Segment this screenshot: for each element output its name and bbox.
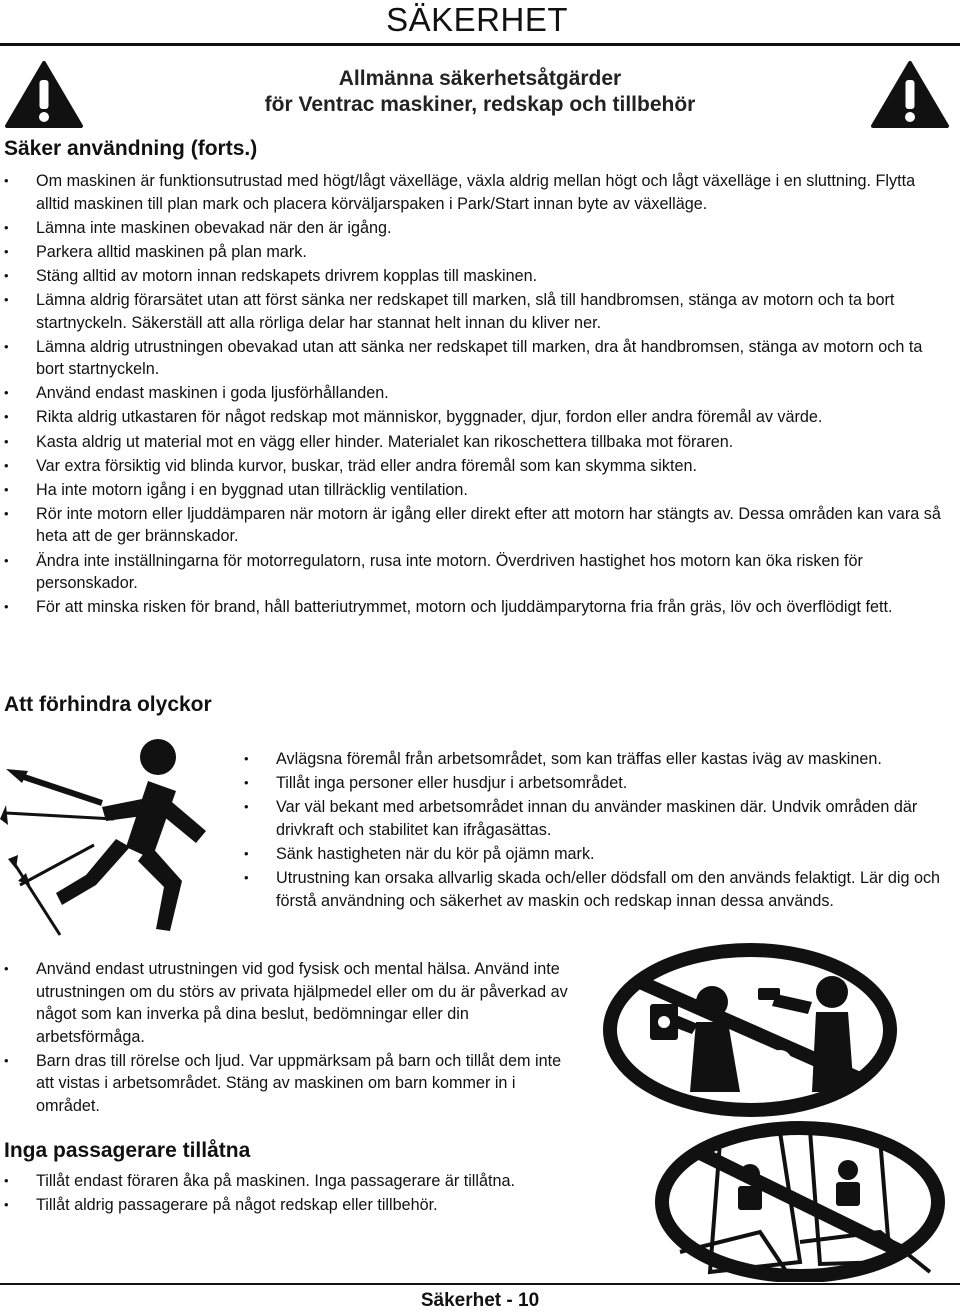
list-item: • Använd endast maskinen i goda ljusförhållanden.: [0, 382, 950, 405]
no-passengers-list: [0, 1170, 560, 1217]
list-item: • Stäng alltid av motorn innan redskapets drivrem kopplas till maskinen.: [0, 265, 950, 288]
list-item: • Kasta aldrig ut material mot en vägg eller hinder. Materialet kan rikoschettera tillbaka mot föraren.: [0, 431, 950, 454]
list-item: • Tillåt endast föraren åka på maskinen. Inga passagerare är tillåtna.: [0, 1170, 560, 1193]
no-impairment-pictogram: [600, 942, 900, 1117]
no-passengers-pictogram: [650, 1112, 950, 1282]
safe-use-list: [0, 170, 950, 619]
list-item: • Lämna inte maskinen obevakad när den är igång.: [0, 217, 950, 240]
warning-triangle-icon: [4, 60, 84, 130]
list-item: • Barn dras till rörelse och ljud. Var uppmärksam på barn och tillåt dem inte att vistas i arbetsområdet. Stäng av maskinen om barn kommer in i området.: [0, 1050, 580, 1118]
list-item: • För att minska risken för brand, håll batteriutrymmet, motorn och ljuddämparytorna fria från gräs, löv och överflödigt fett.: [0, 596, 950, 619]
footer-divider: [0, 1283, 960, 1285]
list-item: • Tillåt aldrig passagerare på något redskap eller tillbehör.: [0, 1194, 560, 1217]
list-item: • Om maskinen är funktionsutrustad med högt/lågt växelläge, växla aldrig mellan högt och lågt växelläge i en sluttning. Flytta alltid maskinen till plan mark och placera körväljarspaken i Park/Start innan byte av växelläge.: [0, 170, 950, 215]
list-item: • Lämna aldrig förarsätet utan att först sänka ner redskapet till marken, slå till handbromsen, stänga av motorn och ta bort startnyckeln. Säkerställ att alla rörliga delar har stannat helt innan du kliver ner.: [0, 289, 950, 334]
list-item: • Lämna aldrig utrustningen obevakad utan att sänka ner redskapet till marken, dra åt handbromsen, stänga av motorn och ta bort startnyckeln.: [0, 336, 950, 381]
heading-no-passengers: Inga passagerare tillåtna: [4, 1139, 251, 1162]
list-item: • Var väl bekant med arbetsområdet innan du använder maskinen där. Undvik områden där drivkraft och stabilitet kan ifrågasättas.: [240, 796, 950, 841]
section-subtitle: [200, 66, 760, 118]
list-item: • Parkera alltid maskinen på plan mark.: [0, 241, 950, 264]
list-item: • Utrustning kan orsaka allvarlig skada och/eller dödsfall om den används felaktigt. Lär dig och förstå användning och säkerhet av maskin och redskap innan dessa används.: [240, 867, 950, 912]
warning-triangle-icon: [870, 60, 950, 130]
list-item: • Tillåt inga personer eller husdjur i arbetsområdet.: [240, 772, 950, 795]
list-item: • Rikta aldrig utkastaren för något redskap mot människor, byggnader, djur, fordon eller andra föremål av värde.: [0, 406, 950, 429]
list-item: • Använd endast utrustningen vid god fysisk och mental hälsa. Använd inte utrustningen om du störs av privata hjälpmedel eller om du är påverkad av något som kan inverka på dina beslut, bedömningar eller din arbetsförmåga.: [0, 958, 580, 1048]
page-footer: Säkerhet - 10: [420, 1290, 540, 1311]
heading-safe-use: Säker användning (forts.): [4, 137, 258, 160]
list-item: • Var extra försiktig vid blinda kurvor, buskar, träd eller andra föremål som kan skymma sikten.: [0, 455, 950, 478]
thrown-objects-pictogram: [0, 735, 232, 945]
list-item: • Sänk hastigheten när du kör på ojämn mark.: [240, 843, 950, 866]
list-item: • Rör inte motorn eller ljuddämparen när motorn är igång eller direkt efter att motorn har stängts av. Dessa områden kan vara så heta att de ger brännskador.: [0, 503, 950, 548]
list-item: • Ha inte motorn igång i en byggnad utan tillräcklig ventilation.: [0, 479, 950, 502]
header-divider: [0, 43, 960, 46]
page-title: SÄKERHET: [386, 1, 568, 38]
subtitle-line-2: för Ventrac maskiner, redskap och tillbehör: [264, 93, 696, 116]
prevent-accidents-list-right: [240, 748, 950, 912]
subtitle-line-1: Allmänna säkerhetsåtgärder: [338, 67, 622, 90]
prevent-accidents-list-left: [0, 958, 580, 1118]
heading-prevent-accidents: Att förhindra olyckor: [4, 693, 212, 716]
list-item: • Avlägsna föremål från arbetsområdet, som kan träffas eller kastas iväg av maskinen.: [240, 748, 950, 771]
list-item: • Ändra inte inställningarna för motorregulatorn, rusa inte motorn. Överdriven hastighet hos motorn kan öka risken för personskador.: [0, 550, 950, 595]
